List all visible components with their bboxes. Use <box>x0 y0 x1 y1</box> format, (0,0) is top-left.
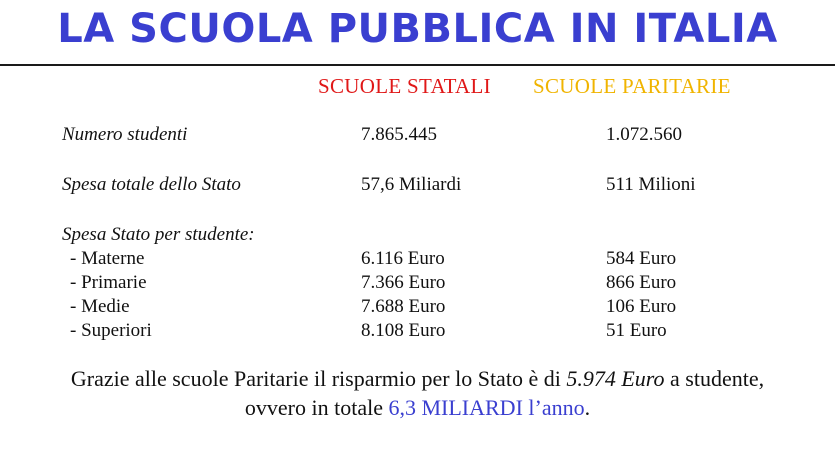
value-paritarie: 511 Milioni <box>606 174 696 195</box>
value-statali: 7.865.445 <box>361 124 437 145</box>
header-divider <box>0 64 835 66</box>
value-paritarie: 866 Euro <box>606 272 677 293</box>
page-title: LA SCUOLA PUBBLICA IN ITALIA <box>57 6 778 52</box>
value-statali: 7.366 Euro <box>361 272 446 293</box>
value-paritarie: 51 Euro <box>606 320 667 341</box>
footer-total-savings: 6,3 MILIARDI <box>388 395 523 420</box>
footer-text: a studente, <box>664 366 765 391</box>
footer-text: ovvero in totale <box>244 395 389 420</box>
footer-savings-per-student: 5.974 Euro <box>566 366 665 391</box>
row-label: - Materne <box>70 248 145 269</box>
row-label: Spesa totale dello Stato <box>62 174 241 195</box>
value-statali: 57,6 Miliardi <box>361 174 462 195</box>
footer-period: . <box>584 395 591 420</box>
footer-line-1 <box>0 364 835 393</box>
value-statali: 8.108 Euro <box>361 320 446 341</box>
row-label: Numero studenti <box>62 124 188 145</box>
row-label: - Superiori <box>70 320 152 341</box>
value-paritarie: 584 Euro <box>606 248 677 269</box>
footer-per-year: l’anno <box>522 395 585 420</box>
value-statali: 7.688 Euro <box>361 296 446 317</box>
value-paritarie: 106 Euro <box>606 296 677 317</box>
section-label: Spesa Stato per studente: <box>62 224 255 245</box>
column-header-statali: SCUOLE STATALI <box>318 74 491 98</box>
column-header-paritarie: SCUOLE PARITARIE <box>533 74 731 98</box>
value-statali: 6.116 Euro <box>361 248 445 269</box>
footer-text: Grazie alle scuole Paritarie il risparmio per lo Stato è di <box>70 366 567 391</box>
row-label: - Primarie <box>70 272 147 293</box>
row-label: - Medie <box>70 296 130 317</box>
footer-line-2 <box>0 393 835 422</box>
value-paritarie: 1.072.560 <box>606 124 682 145</box>
